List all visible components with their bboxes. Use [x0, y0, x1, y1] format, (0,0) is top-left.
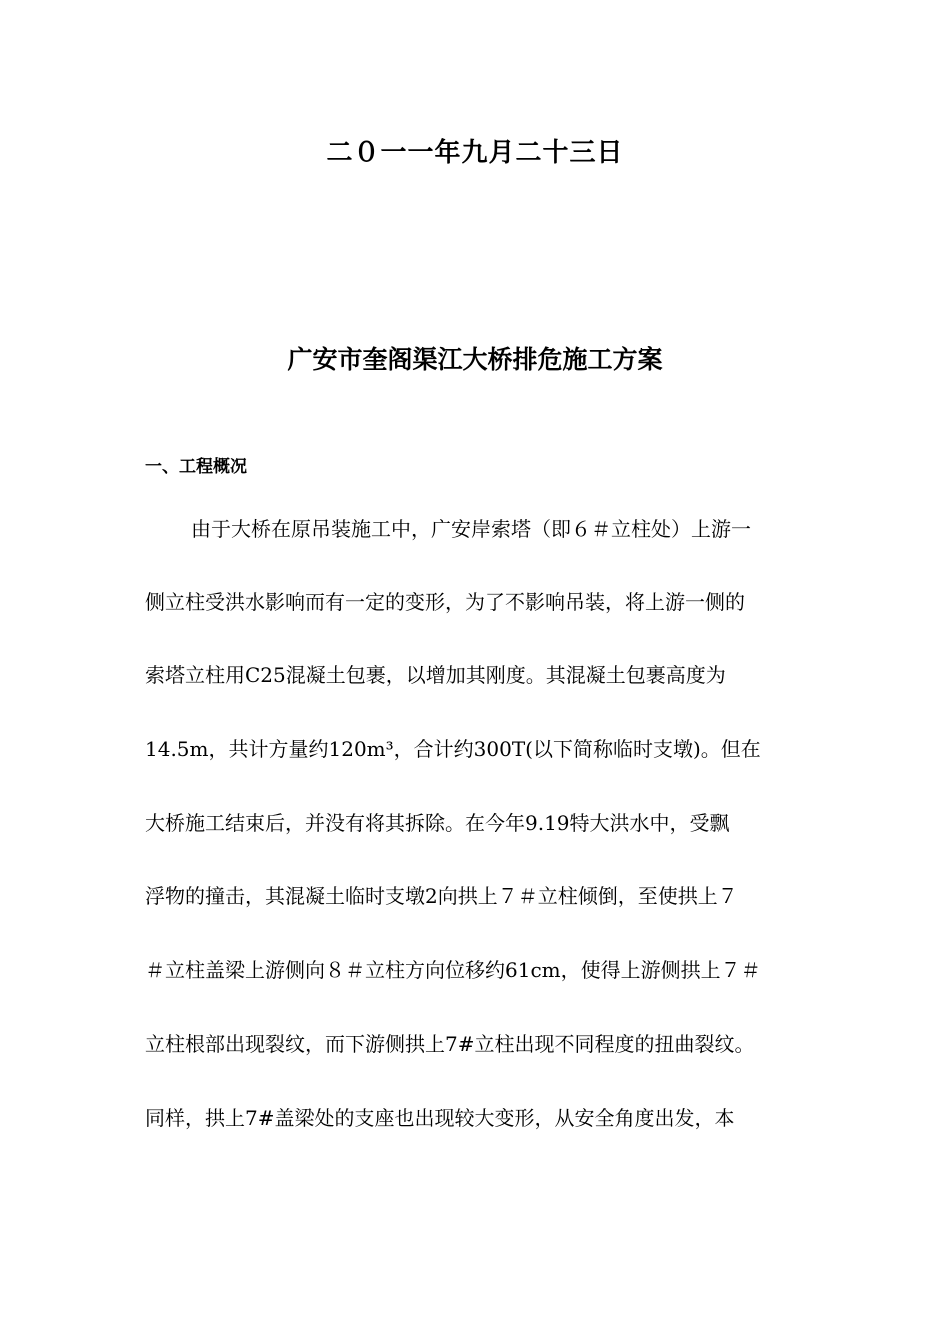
paragraph-line: 立柱根部出现裂纹，而下游侧拱上7#立柱出现不同程度的扭曲裂纹。	[145, 1032, 755, 1056]
paragraph-line: 14.5m，共计方量约120m³，合计约300T(以下简称临时支墩)。但在	[145, 737, 761, 761]
paragraph-line: 索塔立柱用C25混凝土包裹，以增加其刚度。其混凝土包裹高度为	[145, 663, 726, 687]
paragraph-line: 由于大桥在原吊装施工中，广安岸索塔（即６＃立柱处）上游一	[191, 517, 751, 541]
cover-date: 二０一一年九月二十三日	[326, 138, 624, 168]
paragraph-line: 侧立柱受洪水影响而有一定的变形，为了不影响吊装，将上游一侧的	[145, 590, 745, 614]
paragraph-line: 浮物的撞击，其混凝土临时支墩2向拱上７＃立柱倾倒，至使拱上７	[145, 884, 738, 908]
paragraph-line: 大桥施工结束后，并没有将其拆除。在今年9.19特大洪水中，受飘	[145, 811, 730, 835]
paragraph-line: ＃立柱盖梁上游侧向８＃立柱方向位移约61cm，使得上游侧拱上７＃	[145, 958, 761, 982]
section-heading-project-overview: 一、工程概况	[145, 457, 247, 477]
document-title: 广安市奎阁渠江大桥排危施工方案	[287, 345, 663, 374]
paragraph-line: 同样，拱上7#盖梁处的支座也出现较大变形，从安全角度出发，本	[145, 1106, 735, 1130]
